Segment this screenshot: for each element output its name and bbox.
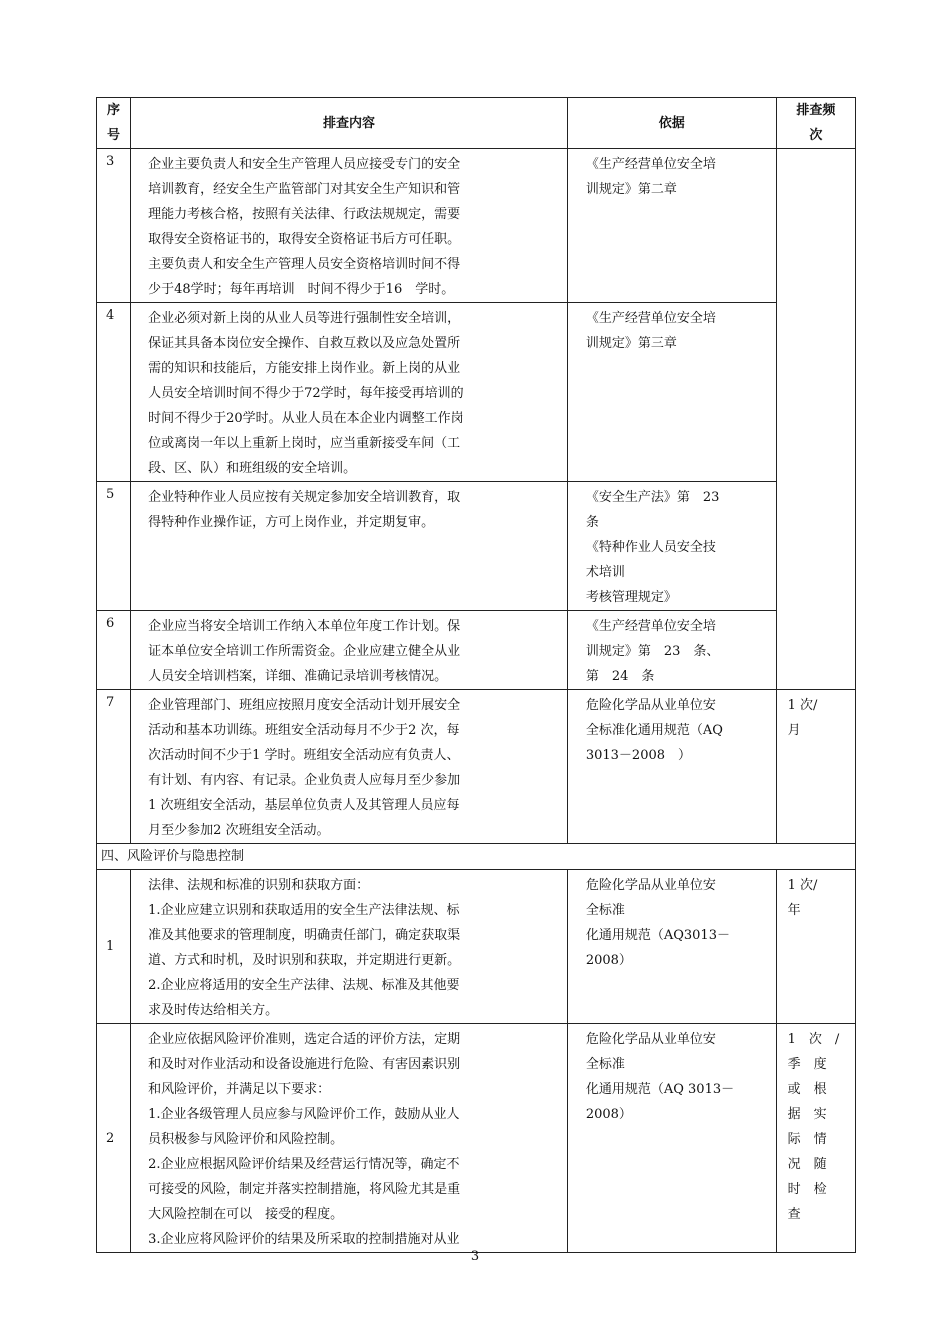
content-line: 企业管理部门、班组应按照月度安全活动计划开展安全: [148, 698, 461, 713]
basis-line: 条: [585, 515, 599, 530]
content-line: 企业主要负责人和安全生产管理人员应接受专门的安全: [148, 157, 461, 172]
row-frequency: [776, 1024, 855, 1253]
freq-line: 时 检: [787, 1182, 827, 1197]
freq-line: 查: [787, 1207, 801, 1222]
content-line: 2.企业应根据风险评价结果及经营运行情况等，确定不: [148, 1157, 460, 1172]
basis-line: 2008）: [585, 953, 632, 968]
content-line: 1 次班组安全活动，基层单位负责人及其管理人员应每: [148, 798, 460, 813]
row-number: 7: [97, 690, 131, 844]
basis-line: 训规定》第三章: [585, 336, 677, 351]
freq-line: 1 次/: [787, 878, 818, 893]
basis-line: 全标准: [585, 903, 625, 918]
row-number: 3: [97, 149, 131, 303]
row-basis: [567, 870, 776, 1024]
content-line: 道、方式和时机，及时识别和获取，并定期进行更新。: [148, 953, 461, 968]
content-line: 和及时对作业活动和设备设施进行危险、有害因素识别: [148, 1057, 461, 1072]
content-line: 次活动时间不少于1 学时。班组安全活动应有负责人、: [148, 748, 460, 763]
basis-line: 危险化学品从业单位安: [585, 698, 716, 713]
row-content: [131, 690, 568, 844]
content-line: 企业应依据风险评价准则，选定合适的评价方法，定期: [148, 1032, 461, 1047]
content-line: 人员安全培训档案，详细、准确记录培训考核情况。: [148, 669, 448, 684]
row-basis: [567, 690, 776, 844]
content-line: 和风险评价，并满足以下要求：: [148, 1082, 331, 1097]
content-line: 段、区、队）和班组级的安全培训。: [148, 461, 357, 476]
header-basis: 依据: [567, 98, 776, 149]
row-content: [131, 482, 568, 611]
row-content: [131, 611, 568, 690]
content-line: 时间不得少于20学时。从业人员在本企业内调整工作岗: [148, 411, 464, 426]
basis-line: 全标准: [585, 1057, 625, 1072]
row-content: [131, 870, 568, 1024]
basis-line: 第 24 条: [585, 669, 655, 684]
basis-line: 训规定》第 23 条、: [585, 644, 720, 659]
basis-line: 考核管理规定》: [585, 590, 677, 605]
content-line: 月至少参加2 次班组安全活动。: [148, 823, 330, 838]
content-line: 保证其具备本岗位安全操作、自救互救以及应急处置所: [148, 336, 461, 351]
content-line: 求及时传达给相关方。: [148, 1003, 279, 1018]
content-line: 培训教育，经安全生产监管部门对其安全生产知识和管: [148, 182, 461, 197]
table-row: [97, 303, 856, 482]
freq-line: 月: [787, 723, 801, 738]
row-number: 1: [97, 870, 131, 1024]
basis-line: 危险化学品从业单位安: [585, 878, 716, 893]
content-line: 法律、法规和标准的识别和获取方面：: [148, 878, 370, 893]
header-content: 排查内容: [131, 98, 568, 149]
basis-line: 《生产经营单位安全培: [585, 619, 716, 634]
content-line: 取得安全资格证书的，取得安全资格证书后方可任职。: [148, 232, 461, 247]
content-line: 企业特种作业人员应按有关规定参加安全培训教育，取: [148, 490, 461, 505]
row-number: 6: [97, 611, 131, 690]
table-row: [97, 149, 856, 303]
content-line: 企业必须对新上岗的从业人员等进行强制性安全培训，: [148, 311, 461, 326]
basis-line: 危险化学品从业单位安: [585, 1032, 716, 1047]
basis-line: 化通用规范（AQ 3013－: [585, 1082, 735, 1097]
table-row: [97, 690, 856, 844]
header-seq-line2: 号: [107, 128, 121, 143]
content-line: 企业应当将安全培训工作纳入本单位年度工作计划。保: [148, 619, 461, 634]
basis-line: 化通用规范（AQ3013－: [585, 928, 730, 943]
page-number: 3: [470, 1249, 480, 1264]
content-line: 需的知识和技能后，方能安排上岗作业。新上岗的从业: [148, 361, 461, 376]
content-line: 员积极参与风险评价和风险控制。: [148, 1132, 344, 1147]
row-number: 5: [97, 482, 131, 611]
row-basis: [567, 303, 776, 482]
row-number: 4: [97, 303, 131, 482]
row-basis: [567, 1024, 776, 1253]
content-line: 可接受的风险，制定并落实控制措施，将风险尤其是重: [148, 1182, 461, 1197]
table-row: [97, 870, 856, 1024]
basis-line: 训规定》第二章: [585, 182, 677, 197]
content-line: 主要负责人和安全生产管理人员安全资格培训时间不得: [148, 257, 461, 272]
header-freq-line1: 排查频: [796, 103, 836, 118]
freq-line: 1 次 /: [787, 1032, 840, 1047]
section-heading-row: [97, 844, 856, 870]
table-row: [97, 1024, 856, 1253]
header-seq-line1: 序: [107, 103, 121, 118]
basis-line: 全标准化通用规范（AQ: [585, 723, 723, 738]
row-content: [131, 149, 568, 303]
freq-line: 季 度: [787, 1057, 827, 1072]
row-basis: [567, 611, 776, 690]
content-line: 大风险控制在可以 接受的程度。: [148, 1207, 344, 1222]
basis-line: 术培训: [585, 565, 625, 580]
inspection-table: [96, 97, 856, 1253]
content-line: 理能力考核合格，按照有关法律、行政法规规定，需要: [148, 207, 461, 222]
basis-line: 2008）: [585, 1107, 632, 1122]
freq-line: 据 实: [787, 1107, 827, 1122]
content-line: 位或离岗一年以上重新上岗时，应当重新接受车间（工: [148, 436, 461, 451]
row-frequency: [776, 149, 855, 690]
row-content: [131, 303, 568, 482]
basis-line: 《生产经营单位安全培: [585, 157, 716, 172]
content-line: 1.企业各级管理人员应参与风险评价工作，鼓励从业人: [148, 1107, 460, 1122]
row-frequency: [776, 870, 855, 1024]
freq-line: 1 次/: [787, 698, 818, 713]
freq-line: 际 情: [787, 1132, 827, 1147]
content-line: 3.企业应将风险评价的结果及所采取的控制措施对从业: [148, 1232, 460, 1247]
content-line: 得特种作业操作证，方可上岗作业，并定期复审。: [148, 515, 435, 530]
freq-line: 况 随: [787, 1157, 827, 1172]
content-line: 1.企业应建立识别和获取适用的安全生产法律法规、标: [148, 903, 460, 918]
table-header-row: [97, 98, 856, 149]
row-frequency: [776, 690, 855, 844]
content-line: 准及其他要求的管理制度，明确责任部门，确定获取渠: [148, 928, 461, 943]
basis-line: 《生产经营单位安全培: [585, 311, 716, 326]
header-frequency: [776, 98, 855, 149]
header-seq: [97, 98, 131, 149]
content-line: 人员安全培训时间不得少于72学时，每年接受再培训的: [148, 386, 464, 401]
row-basis: [567, 149, 776, 303]
content-line: 2.企业应将适用的安全生产法律、法规、标准及其他要: [148, 978, 460, 993]
basis-line: 《安全生产法》第 23: [585, 490, 720, 505]
content-line: 活动和基本功训练。班组安全活动每月不少于2 次，每: [148, 723, 460, 738]
basis-line: 3013－2008 ）: [585, 748, 692, 763]
row-number: 2: [97, 1024, 131, 1253]
basis-line: 《特种作业人员安全技: [585, 540, 716, 555]
row-basis: [567, 482, 776, 611]
freq-line: 或 根: [787, 1082, 827, 1097]
table-row: [97, 611, 856, 690]
freq-line: 年: [787, 903, 801, 918]
table-row: [97, 482, 856, 611]
header-freq-line2: 次: [809, 128, 823, 143]
row-content: [131, 1024, 568, 1253]
section-title: 四、风险评价与隐患控制: [97, 844, 856, 870]
content-line: 证本单位安全培训工作所需资金。企业应建立健全从业: [148, 644, 461, 659]
content-line: 少于48学时；每年再培训 时间不得少于16 学时。: [148, 282, 455, 297]
content-line: 有计划、有内容、有记录。企业负责人应每月至少参加: [148, 773, 461, 788]
